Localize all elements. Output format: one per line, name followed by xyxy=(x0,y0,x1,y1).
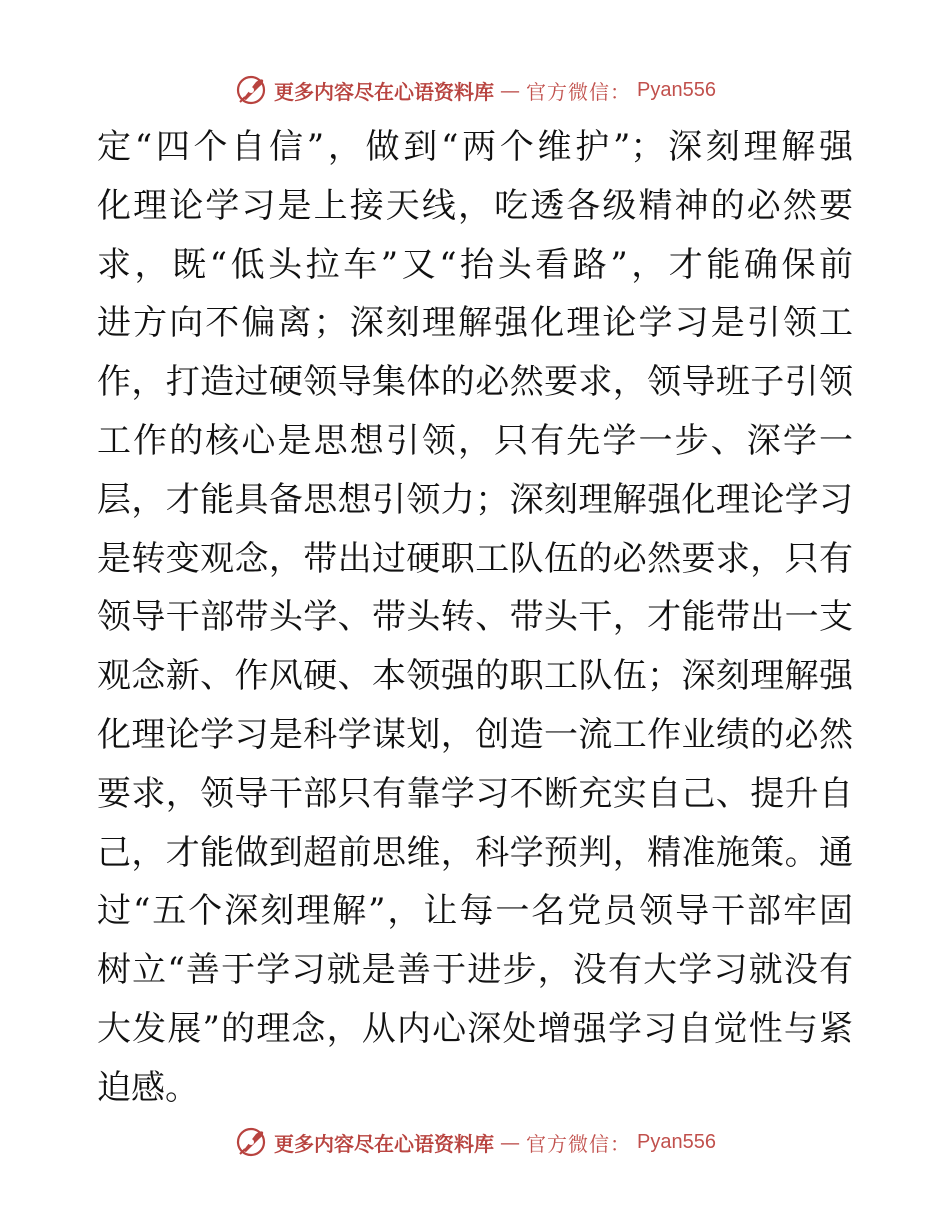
header-banner xyxy=(0,72,950,108)
footer-banner xyxy=(0,1124,950,1160)
quill-pen-logo-icon xyxy=(234,73,268,107)
body-line: 作，打造过硬领导集体的必然要求，领导班子引领 xyxy=(97,362,853,403)
body-line: 工作的核心是思想引领，只有先学一步、深学一 xyxy=(97,420,853,461)
banner-wechat-label: 官方微信： xyxy=(526,1131,632,1156)
body-line: 求，既“低头拉车”又“抬头看路”，才能确保前 xyxy=(97,244,853,285)
body-line: 层，才能具备思想引领力；深刻理解强化理论学习 xyxy=(97,479,853,520)
quill-pen-logo-icon xyxy=(234,1125,268,1159)
banner-title: 更多内容尽在心语资料库 xyxy=(274,1131,495,1156)
body-line: 要求，领导干部只有靠学习不断充实自己、提升自 xyxy=(97,773,853,814)
document-body xyxy=(97,118,853,1118)
body-line-last: 迫感。 xyxy=(97,1067,199,1108)
banner-title: 更多内容尽在心语资料库 xyxy=(274,79,495,104)
body-line: 化理论学习是科学谋划，创造一流工作业绩的必然 xyxy=(97,714,853,755)
body-line: 大发展”的理念，从内心深处增强学习自觉性与紧 xyxy=(97,1008,853,1049)
body-line: 进方向不偏离；深刻理解强化理论学习是引领工 xyxy=(97,303,853,344)
banner-wechat-label: 官方微信： xyxy=(526,79,632,104)
banner-wechat-id: Pyan556 xyxy=(637,78,716,101)
body-line: 观念新、作风硬、本领强的职工队伍；深刻理解强 xyxy=(97,656,853,697)
banner-dash: — xyxy=(500,1130,521,1154)
body-line: 过“五个深刻理解”，让每一名党员领导干部牢固 xyxy=(97,891,853,932)
body-line: 树立“善于学习就是善于进步，没有大学习就没有 xyxy=(97,950,853,991)
body-line: 是转变观念，带出过硬职工队伍的必然要求，只有 xyxy=(97,538,853,579)
body-line: 领导干部带头学、带头转、带头干，才能带出一支 xyxy=(97,597,853,638)
banner-wechat-id: Pyan556 xyxy=(637,1130,716,1153)
body-line: 己，才能做到超前思维，科学预判，精准施策。通 xyxy=(97,832,853,873)
banner-dash: — xyxy=(500,78,521,102)
body-line: 化理论学习是上接天线，吃透各级精神的必然要 xyxy=(97,185,853,226)
body-line: 定“四个自信”，做到“两个维护”；深刻理解强 xyxy=(97,127,853,167)
